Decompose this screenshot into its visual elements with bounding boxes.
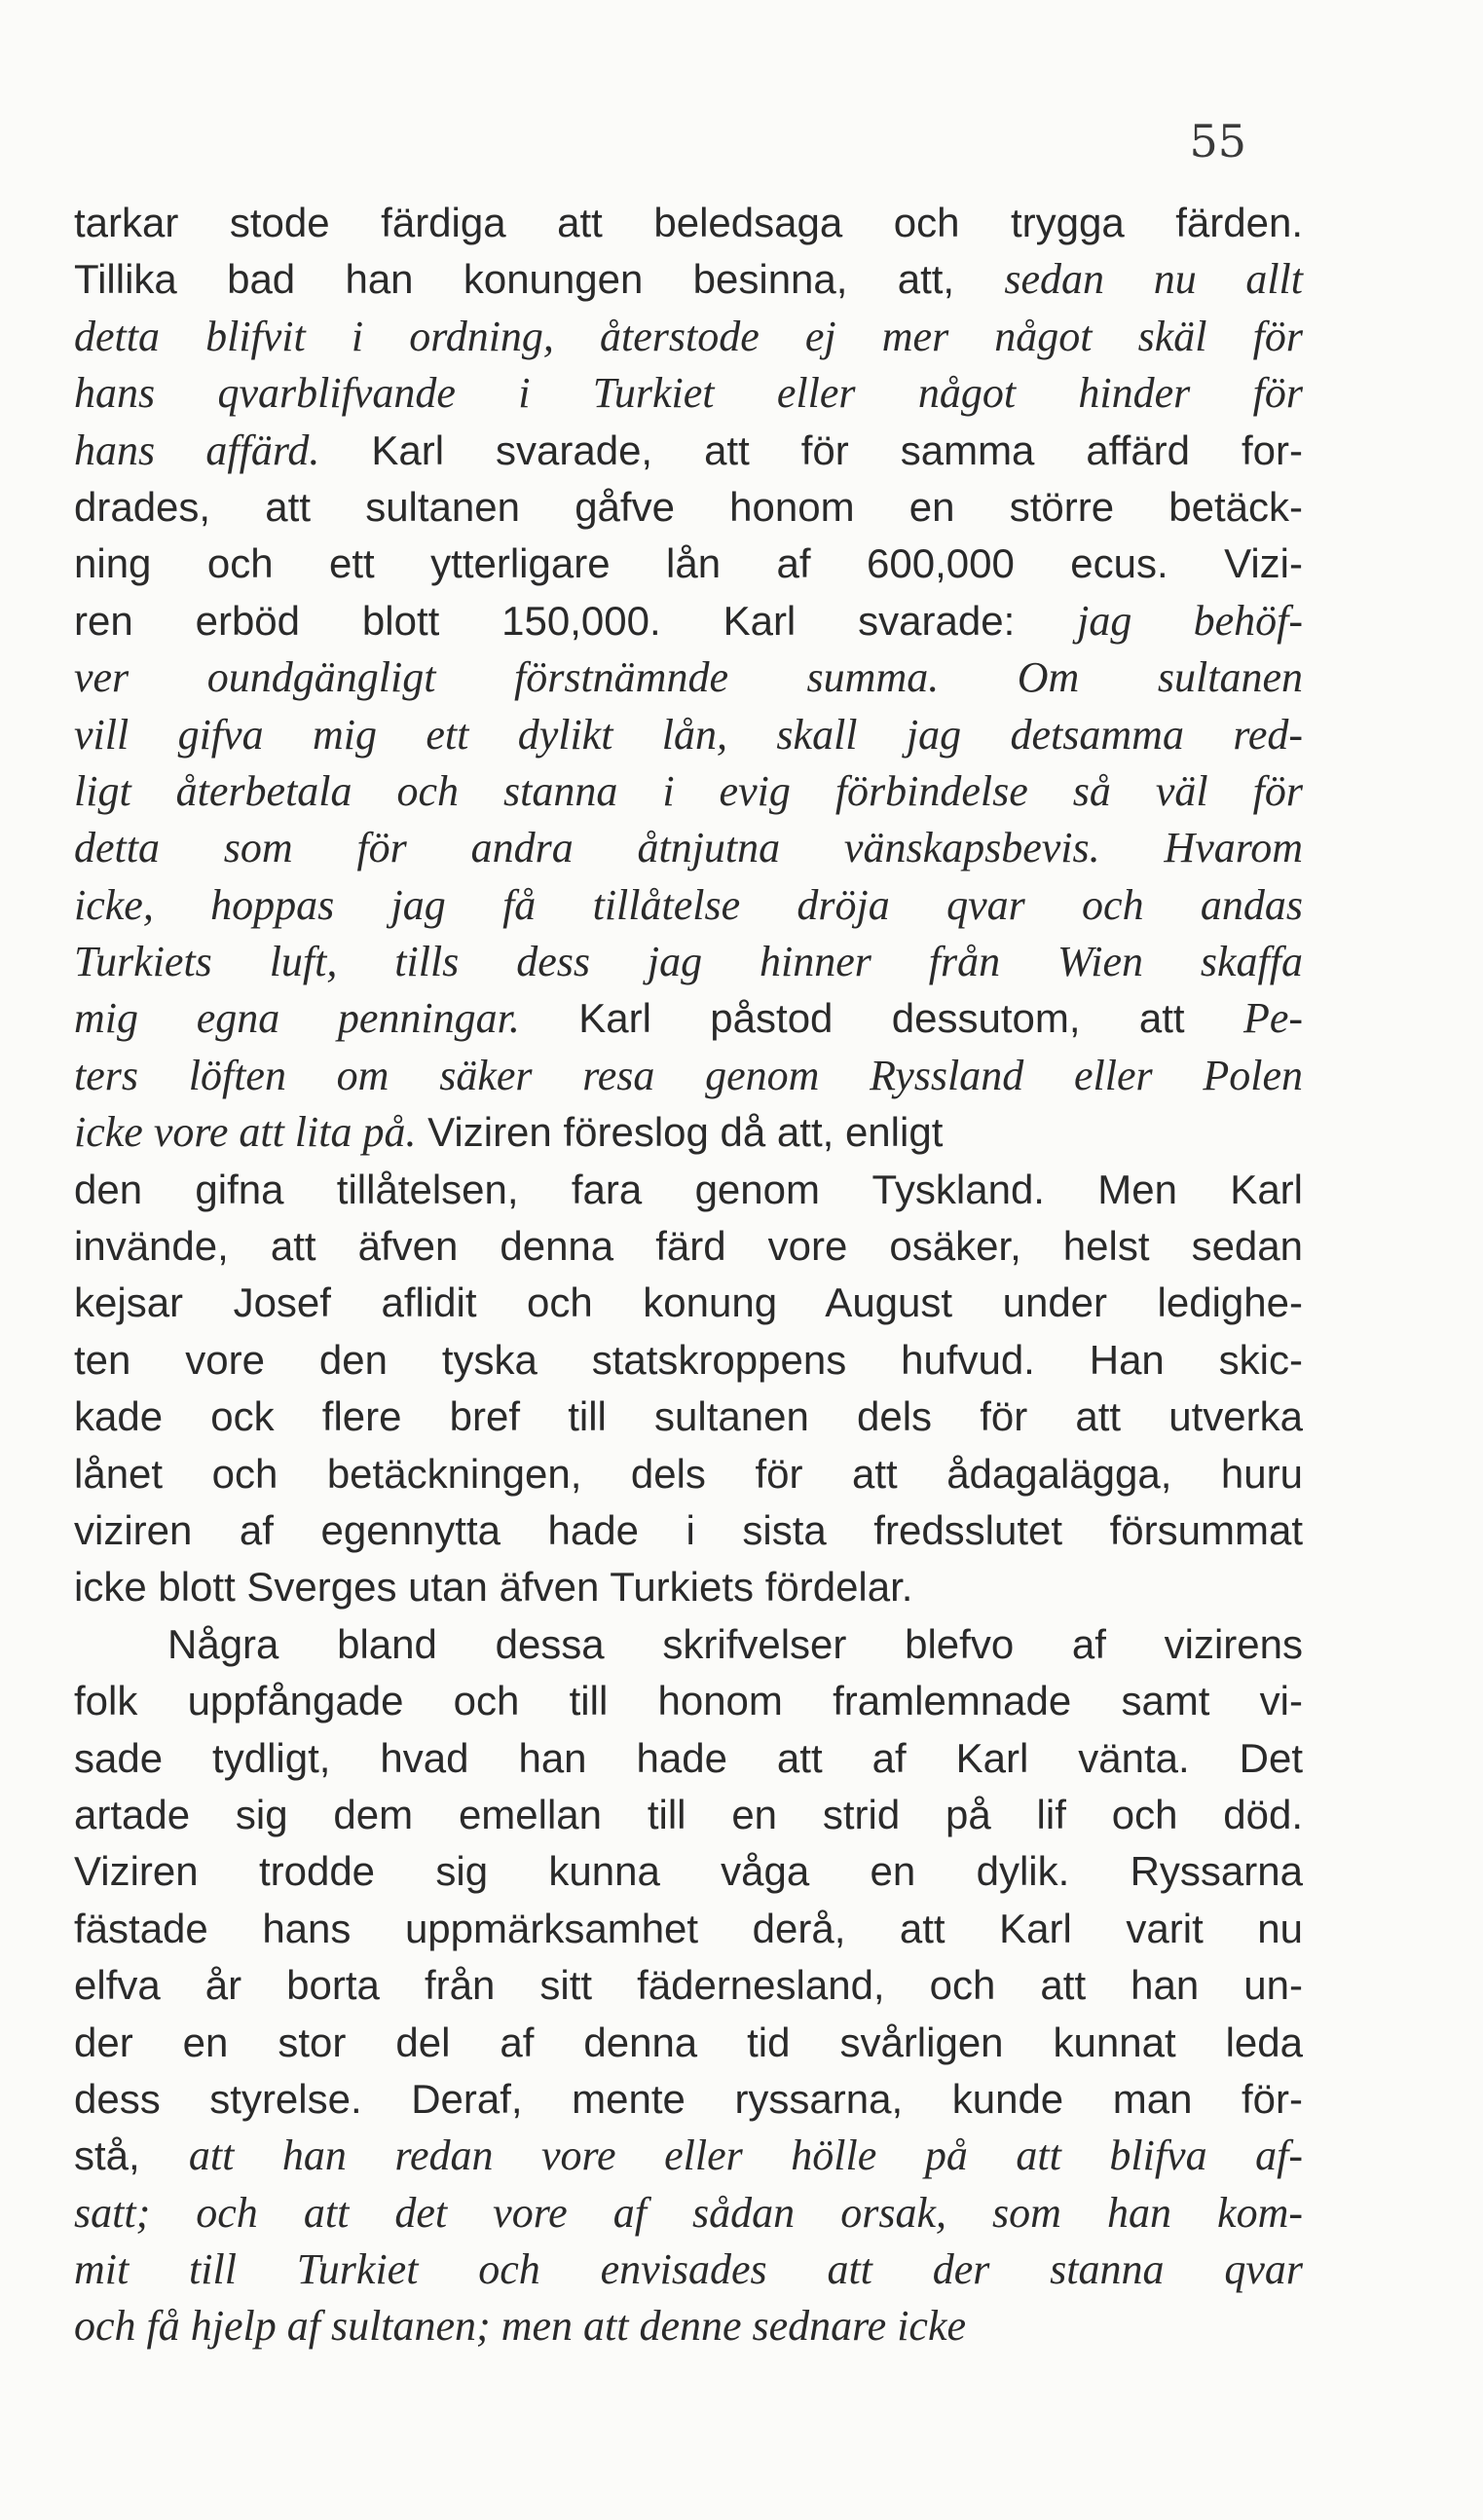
text-segment: kade ock flere bref till sultanen dels för att utverka — [74, 1393, 1303, 1440]
italic-text-segment: detta som för andra åtnjutna vänskapsbevis. Hvarom — [74, 824, 1303, 872]
italic-text-segment: satt; och att det vore af sådan orsak, som han kom- — [74, 2188, 1303, 2237]
italic-text-segment: icke vore att lita på. — [74, 1108, 417, 1157]
text-line — [74, 593, 1303, 649]
text-segment: fästade hans uppmärksamhet derå, att Karl varit nu — [74, 1905, 1303, 1951]
text-line — [74, 2242, 1303, 2298]
text-line — [74, 251, 1303, 308]
italic-text-segment: ver oundgängligt förstnämnde summa. Om sultanen — [74, 653, 1303, 702]
italic-text-segment: att han redan vore eller hölle på att blifva af- — [188, 2131, 1303, 2180]
text-line — [74, 1502, 1303, 1559]
italic-text-segment: ligt återbetala och stanna i evig förbindelse så väl för — [74, 766, 1303, 815]
text-line — [74, 2185, 1303, 2242]
text-line — [74, 479, 1303, 536]
text-line — [74, 2071, 1303, 2128]
text-line — [74, 536, 1303, 592]
text-line — [74, 1104, 1303, 1161]
italic-text-segment: ters löften om säker resa genom Ryssland eller Polen — [74, 1051, 1303, 1099]
italic-text-segment: vill gifva mig ett dylikt lån, skall jag detsamma red- — [74, 710, 1303, 759]
text-segment: Viziren trodde sig kunna våga en dylik. Ryssarna — [74, 1848, 1303, 1895]
text-line — [74, 763, 1303, 820]
text-segment: icke blott Sverges utan äfven Turkiets fördelar. — [74, 1564, 913, 1611]
text-segment: ten vore den tyska statskroppens hufvud. Han skic- — [74, 1336, 1303, 1383]
text-line — [74, 1730, 1303, 1787]
text-segment: drades, att sultanen gåfve honom en större betäck- — [74, 483, 1303, 530]
italic-text-segment: jag behöf- — [1077, 596, 1303, 645]
text-line — [74, 1787, 1303, 1843]
text-segment: Några bland dessa skrifvelser blefvo af vizirens — [167, 1620, 1303, 1667]
text-line — [74, 1843, 1303, 1900]
text-line — [74, 1957, 1303, 2014]
text-line — [74, 877, 1303, 934]
italic-text-segment: icke, hoppas jag få tillåtelse dröja qvar och andas — [74, 880, 1303, 929]
italic-text-segment: hans affärd. — [74, 426, 320, 474]
text-line — [74, 1616, 1303, 1673]
text-line — [74, 2128, 1303, 2184]
italic-text-segment: och få hjelp af sultanen; men att denne sednare icke — [74, 2302, 967, 2351]
text-line — [74, 820, 1303, 876]
text-segment: ren erböd blott 150,000. Karl svarade: — [74, 597, 1078, 644]
text-line — [74, 1901, 1303, 1957]
text-segment: Karl påstod dessutom, att — [519, 995, 1243, 1042]
text-line — [74, 1332, 1303, 1389]
text-segment: viziren af egennytta hade i sista fredsslutet försummat — [74, 1506, 1303, 1553]
italic-text-segment: mig egna penningar. — [74, 994, 520, 1043]
text-line — [74, 1446, 1303, 1502]
text-line — [74, 1048, 1303, 1104]
text-line — [74, 1673, 1303, 1729]
text-segment: Viziren föreslog då att, enligt — [416, 1109, 944, 1156]
text-segment: artade sig dem emellan till en strid på lif och död. — [74, 1791, 1303, 1837]
text-line — [74, 1162, 1303, 1218]
text-line — [74, 990, 1303, 1047]
text-line — [74, 1389, 1303, 1445]
text-segment: invände, att äfven denna färd vore osäker, helst sedan — [74, 1223, 1303, 1270]
italic-text-segment: Pe- — [1242, 994, 1303, 1043]
text-line — [74, 707, 1303, 763]
text-segment: sade tydligt, hvad han hade att af Karl vänta. Det — [74, 1734, 1303, 1781]
text-segment: dess styrelse. Deraf, mente ryssarna, kunde man för- — [74, 2075, 1303, 2122]
text-segment: den gifna tillåtelsen, fara genom Tyskland. Men Karl — [74, 1166, 1303, 1212]
text-segment: der en stor del af denna tid svårligen kunnat leda — [74, 2019, 1303, 2065]
italic-text-segment: mit till Turkiet och envisades att der stanna qvar — [74, 2245, 1303, 2294]
page-number: 55 — [1189, 115, 1246, 167]
text-line — [74, 2015, 1303, 2071]
text-line — [74, 195, 1303, 251]
text-line — [74, 423, 1303, 479]
text-segment: kejsar Josef aflidit och konung August under ledighe- — [74, 1279, 1303, 1326]
text-segment: lånet och betäckningen, dels för att ådagalägga, huru — [74, 1450, 1303, 1497]
text-segment: Karl svarade, att för samma affärd for- — [319, 426, 1303, 473]
text-line — [74, 365, 1303, 422]
text-line — [74, 1218, 1303, 1275]
text-segment: folk uppfångade och till honom framlemnade samt vi- — [74, 1678, 1303, 1724]
text-line — [74, 934, 1303, 990]
text-segment: elfva år borta från sitt fädernesland, och att han un- — [74, 1962, 1303, 2009]
italic-text-segment: sedan nu allt — [1004, 255, 1303, 304]
body-text — [74, 195, 1303, 2355]
text-line — [74, 309, 1303, 365]
text-line — [74, 1559, 1303, 1615]
italic-text-segment: Turkiets luft, tills dess jag hinner från Wien skaffa — [74, 938, 1303, 986]
text-segment: Tillika bad han konungen besinna, att, — [74, 256, 1005, 303]
text-segment: ning och ett ytterligare lån af 600,000 ecus. Vizi- — [74, 540, 1303, 587]
italic-text-segment: hans qvarblifvande i Turkiet eller något hinder för — [74, 369, 1303, 418]
italic-text-segment: detta blifvit i ordning, återstode ej mer något skäl för — [74, 312, 1303, 360]
text-line — [74, 649, 1303, 706]
text-line — [74, 1275, 1303, 1331]
text-line — [74, 2298, 1303, 2354]
text-segment: tarkar stode färdiga att beledsaga och trygga färden. — [74, 200, 1303, 245]
text-segment: stå, — [74, 2132, 189, 2179]
